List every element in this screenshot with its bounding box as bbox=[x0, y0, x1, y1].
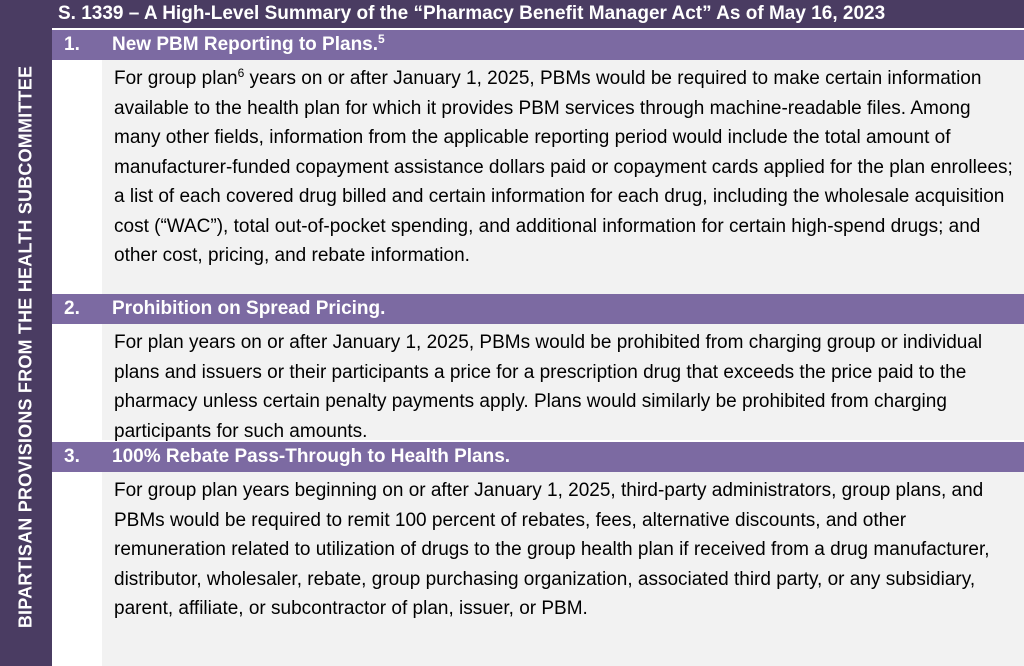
section-1-title-text: New PBM Reporting to Plans. bbox=[112, 34, 379, 55]
side-banner bbox=[0, 28, 52, 666]
section-1-body-start: For group plan bbox=[114, 68, 238, 89]
section-3-title: 100% Rebate Pass-Through to Health Plans. bbox=[112, 446, 511, 467]
section-2-number: 2. bbox=[64, 298, 80, 319]
section-1-title-footnote: 5 bbox=[378, 32, 385, 46]
section-3-header bbox=[52, 442, 1024, 472]
section-3-body: For group plan years beginning on or after January 1, 2025, third-party administrators, group plans, and PBMs would be required to remit 100 percent of rebates, fees, alternative discounts, and other remuneration related to utilization of drugs to the group health plan if received from a drug manufacturer, distributor, wholesaler, rebate, group purchasing organization, associated third party, or any subsidiary, parent, affiliate, or subcontractor of plan, issuer, or PBM. bbox=[102, 472, 1024, 666]
content-area bbox=[52, 28, 1024, 666]
section-3-number: 3. bbox=[64, 446, 80, 467]
section-2-body: For plan years on or after January 1, 2025, PBMs would be prohibited from charging group or individual plans and issuers or their participants a price for a prescription drug that exceeds the price paid to the pharmacy unless certain penalty payments apply. Plans would similarly be prohibited from charging participants for such amounts. bbox=[102, 324, 1024, 440]
section-1-number: 1. bbox=[64, 34, 80, 55]
section-1-title bbox=[112, 30, 385, 60]
section-1-body-rest: years on or after January 1, 2025, PBMs would be required to make certain information available to the health plan for which it provides PBM services through machine-readable files. Among many other fields, information from the applicable reporting period would include the total amount of manufacturer-funded copayment assistance dollars paid or copayment cards applied for the plan enrollees; a list of each covered drug billed and certain information for each drug, including the wholesale acquisition cost (“WAC”), total out-of-pocket spending, and additional information for certain high-spend drugs; and other cost, pricing, and rebate information. bbox=[114, 68, 1013, 266]
section-2-header bbox=[52, 294, 1024, 324]
section-1-body bbox=[102, 60, 1024, 322]
section-1-header bbox=[52, 30, 1024, 60]
document-title: S. 1339 – A High-Level Summary of the “Pharmacy Benefit Manager Act” As of May 16, 2023 bbox=[0, 0, 1024, 28]
side-banner-label: BIPARTISAN PROVISIONS FROM THE HEALTH SUBCOMMITTEE bbox=[15, 65, 36, 629]
section-2-title: Prohibition on Spread Pricing. bbox=[112, 298, 386, 319]
section-1-body-footnote: 6 bbox=[237, 66, 245, 80]
